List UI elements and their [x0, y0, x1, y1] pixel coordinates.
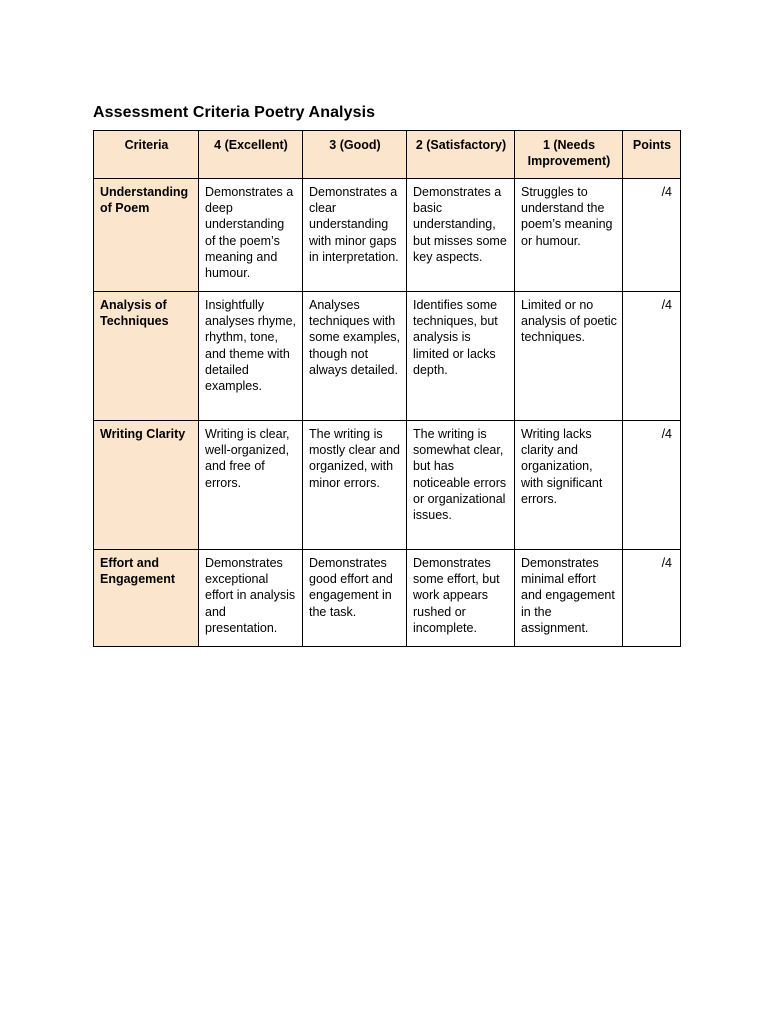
points-cell: /4	[623, 179, 681, 292]
satisfactory-cell: Demonstrates a basic understanding, but misses some key aspects.	[407, 179, 515, 292]
excellent-cell: Insightfully analyses rhyme, rhythm, tone, and theme with detailed examples.	[199, 292, 303, 421]
excellent-cell: Writing is clear, well-organized, and free of errors.	[199, 421, 303, 550]
column-header-points: Points	[623, 131, 681, 179]
good-cell: Demonstrates a clear understanding with minor gaps in interpretation.	[303, 179, 407, 292]
good-cell: Demonstrates good effort and engagement in the task.	[303, 550, 407, 647]
column-header-satisfactory: 2 (Satisfactory)	[407, 131, 515, 179]
table-row	[94, 550, 681, 647]
criterion-cell: Effort and Engagement	[94, 550, 199, 647]
table-row	[94, 292, 681, 421]
needs-improvement-cell: Struggles to understand the poem’s meaning or humour.	[515, 179, 623, 292]
satisfactory-cell: Demonstrates some effort, but work appears rushed or incomplete.	[407, 550, 515, 647]
column-header-good: 3 (Good)	[303, 131, 407, 179]
column-header-excellent: 4 (Excellent)	[199, 131, 303, 179]
good-cell: Analyses techniques with some examples, though not always detailed.	[303, 292, 407, 421]
excellent-cell: Demonstrates a deep understanding of the poem’s meaning and humour.	[199, 179, 303, 292]
satisfactory-cell: Identifies some techniques, but analysis is limited or lacks depth.	[407, 292, 515, 421]
column-header-needs-improvement: 1 (Needs Improvement)	[515, 131, 623, 179]
criterion-cell: Analysis of Techniques	[94, 292, 199, 421]
table-row	[94, 179, 681, 292]
document-title: Assessment Criteria Poetry Analysis	[93, 104, 376, 121]
good-cell: The writing is mostly clear and organized, with minor errors.	[303, 421, 407, 550]
criterion-cell: Writing Clarity	[94, 421, 199, 550]
points-cell: /4	[623, 550, 681, 647]
points-cell: /4	[623, 421, 681, 550]
points-cell: /4	[623, 292, 681, 421]
table-header-row	[94, 131, 681, 179]
needs-improvement-cell: Limited or no analysis of poetic techniques.	[515, 292, 623, 421]
criterion-cell: Understanding of Poem	[94, 179, 199, 292]
excellent-cell: Demonstrates exceptional effort in analysis and presentation.	[199, 550, 303, 647]
needs-improvement-cell: Demonstrates minimal effort and engagement in the assignment.	[515, 550, 623, 647]
needs-improvement-cell: Writing lacks clarity and organization, with significant errors.	[515, 421, 623, 550]
column-header-criteria: Criteria	[94, 131, 199, 179]
table-row	[94, 421, 681, 550]
rubric-table	[93, 130, 681, 647]
satisfactory-cell: The writing is somewhat clear, but has noticeable errors or organizational issues.	[407, 421, 515, 550]
